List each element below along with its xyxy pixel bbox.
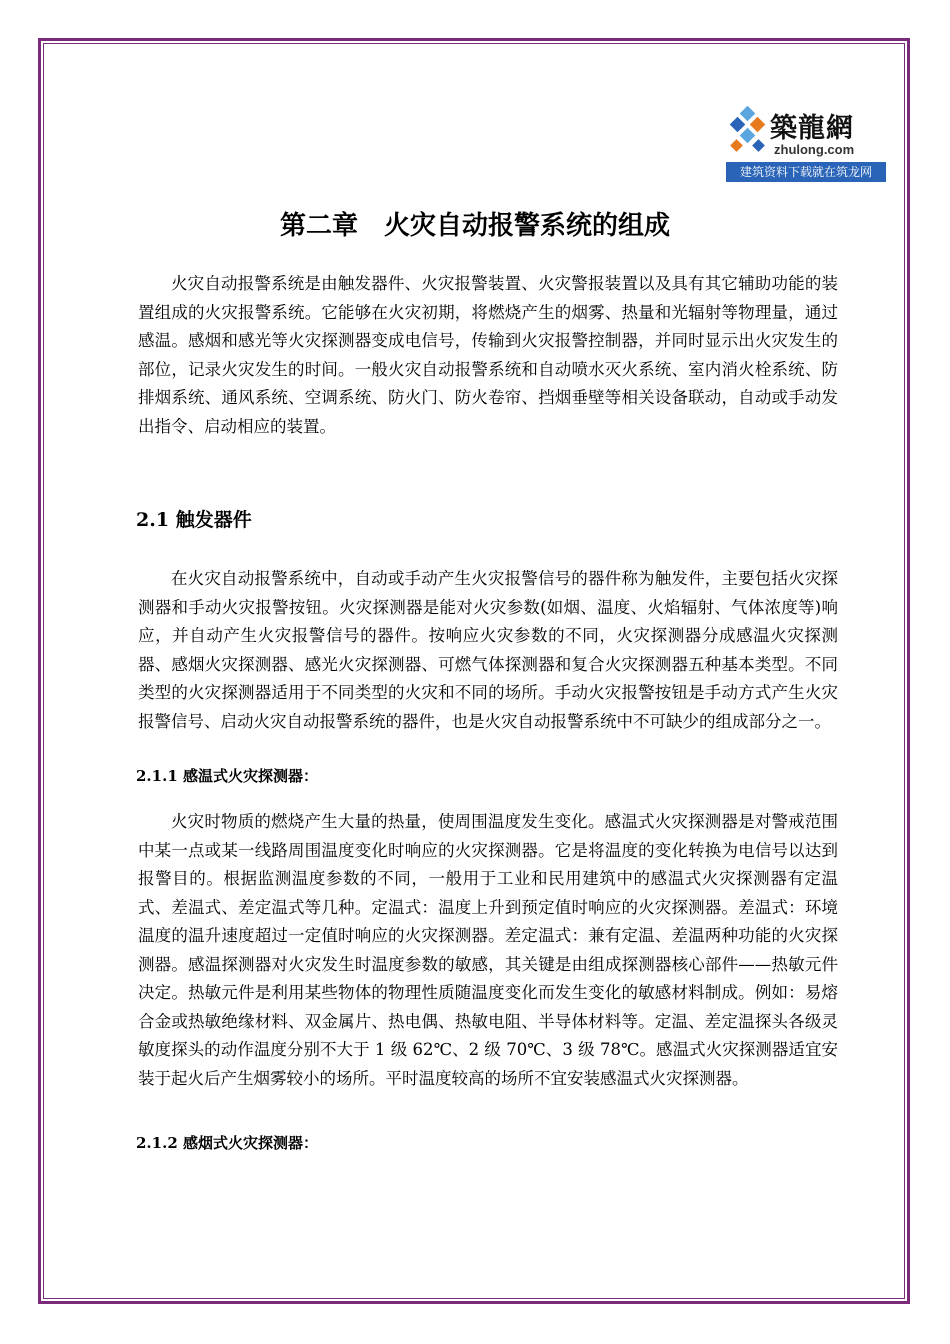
section-title: 触发器件 — [175, 509, 252, 531]
section-2-1-paragraph: 在火灾自动报警系统中，自动或手动产生火灾报警信号的器件称为触发件，主要包括火灾探测器和手动火灾报警按钮。火灾探测器是能对火灾参数(如烟、温度、火焰辐射、气体浓度等)响应，并自动产生火灾报警信号的器件。按响应火灾参数的不同，火灾探测器分成感温火灾探测器、感烟火灾探测器、感光火灾探测器、可燃气体探测器和复合火灾探测器五种基本类型。不同类型的火灾探测器适用于不同类型的火灾和不同的场所。手动火灾报警按钮是手动方式产生火灾报警信号、启动火灾自动报警系统的器件，也是火灾自动报警系统中不可缺少的组成部分之一。 — [138, 569, 838, 731]
logo-tagline: 建筑资料下载就在筑龙网 — [726, 162, 886, 182]
section-number: 2.1.1 — [136, 767, 178, 785]
section-2-1-heading — [136, 505, 252, 532]
intro-paragraph: 火灾自动报警系统是由触发器件、火灾报警装置、火灾警报装置以及具有其它辅助功能的装置组成的火灾报警系统。它能够在火灾初期，将燃烧产生的烟雾、热量和光辐射等物理量，通过感温。感烟和感光等火灾探测器变成电信号，传输到火灾报警控制器，并同时显示出火灾发生的部位，记录火灾发生的时间。一般火灾自动报警系统和自动喷水灭火系统、室内消火栓系统、防排烟系统、通风系统、空调系统、防火门、防火卷帘、挡烟垂壁等相关设备联动，自动或手动发出指令、启动相应的装置。 — [138, 274, 838, 436]
logo-diamond-icon — [726, 104, 770, 160]
section-2-1-1-paragraph: 火灾时物质的燃烧产生大量的热量，使周围温度发生变化。感温式火灾探测器是对警戒范围中某一点或某一线路周围温度变化时响应的火灾探测器。它是将温度的变化转换为电信号以达到报警目的。根据监测温度参数的不同，一般用于工业和民用建筑中的感温式火灾探测器有定温式、差温式、差定温式等几种。定温式：温度上升到预定值时响应的火灾探测器。差温式：环境温度的温升速度超过一定值时响应的火灾探测器。差定温式：兼有定温、差温两种功能的火灾探测器。感温探测器对火灾发生时温度参数的敏感，其关键是由组成探测器核心部件——热敏元件决定。热敏元件是利用某些物体的物理性质随温度变化而发生变化的敏感材料制成。例如：易熔合金或热敏绝缘材料、双金属片、热电偶、热敏电阻、半导体材料等。定温、差定温探头各级灵敏度探头的动作温度分别不大于 1 级 62℃、2 级 70℃、3 级 78℃。感温式火灾探测器适宜安装于起火后产生烟雾较小的场所。平时温度较高的场所不宜安装感温式火灾探测器。 — [138, 812, 838, 1088]
logo-domain: zhulong.com — [774, 142, 855, 157]
section-number: 2.1.2 — [136, 1134, 178, 1152]
logo-header — [726, 102, 886, 162]
chapter-title: 第二章 火灾自动报警系统的组成 — [279, 211, 670, 241]
section-number: 2.1 — [136, 509, 170, 531]
zhulong-logo — [726, 102, 886, 182]
section-title: 感温式火灾探测器： — [183, 767, 319, 785]
section-title: 感烟式火灾探测器： — [183, 1134, 319, 1152]
section-2-1-2-heading — [136, 1132, 318, 1153]
logo-name: 築龍網 — [770, 113, 854, 144]
section-2-1-1-heading — [136, 765, 318, 786]
